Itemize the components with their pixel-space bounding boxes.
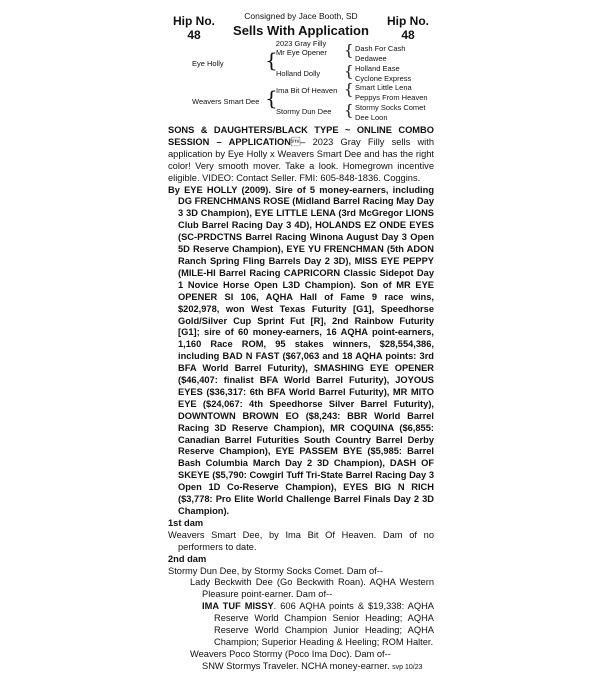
- second-dam-text: Stormy Dun Dee, by Stormy Socks Comet. Dam of--: [168, 565, 383, 576]
- sale-note: [168, 125, 434, 185]
- pedigree-sire-dam: Holland Dolly: [276, 69, 321, 78]
- consignor: Consigned by Jace Booth, SD: [244, 11, 358, 21]
- sire-text: (2009). Sire of 5 money-earners, including DG FRENCHMANS ROSE (Midland Barrel Racing May Day 3 3D Champion), EYE LITTLE LENA (3rd McGregor LIONS Club Barrel Racing Day 3 4D), HOLANDS EZ ONDE EYES (SC-PRDCTNS Barrel Racing Winona August Day 3 Open 5D Reserve Champion), EYE YU FRENCHMAN (5th ADON Ranch Spring Fling Barrels Day 2 3D), MISS EYE PEPPY (MILE-HI Barrel Racing CAPRICORN Classic Sidepot Day 1 Novice Horse Open L3D Champion). Son of MR EYE OPENER SI 106, AQHA Hall of Fame 9 race wins, $202,978, won West Texas Futurity [G1], Speedhorse Gold/Silver Cup Sprint Fut [R], 2nd Rainbow Futurity [G1]; sire of 60 money-earners, 16 AQHA point-earners, 1,160 Race ROM, 95 stakes winners, $28,554,386, including BAD N FAST ($67,063 and 18 AQHA points: 3rd BFA World Barrel Futurity), SMASHING EYE OPENER ($46,407: finalist BFA World Barrel Futurity), JOYOUS EYES ($36,317: 6th BFA World Barrel Futurity), MR MITO EYE ($24,067: 4th Speedhorse Silver Barrel Futurity), DOWNTOWN BROWN EO ($8,243: BBR World Barrel Racing 3D Reserve Champion), MR COQUINA ($6,855: Canadian Barrel Futurities South Country Barrel Derby Reserve Champion), EYE PASSEM BYE ($5,985: Barrel Bash Columbia March Day 2 3D Champion), DASH OF SKEYE ($5,790: Cowgirl Tuff Tri-State Barrel Racing Day 3 Open 1D Co-Reserve Champion), EYES BIG N RICH ($3,778: Pro Elite World Challenge Barrel Finals Day 2 3D Champion).: [178, 184, 434, 516]
- produce-item: [168, 661, 434, 674]
- catalog-body: [168, 125, 434, 674]
- pedigree-dam: Weavers Smart Dee: [192, 97, 260, 106]
- pedigree-sds: Holland Ease: [355, 64, 400, 73]
- pedigree-sire: Eye Holly: [192, 59, 224, 68]
- sire-info: [168, 185, 434, 518]
- pedigree-ssd: Dedawee: [355, 54, 387, 63]
- brace-icon: {: [265, 86, 278, 110]
- pedigree-dss: Smart Little Lena: [355, 83, 412, 92]
- hip-value: 48: [401, 28, 415, 42]
- produce-name: IMA TUF MISSY: [202, 601, 274, 612]
- brace-icon: {: [344, 101, 354, 119]
- pedigree-dam-dam: Stormy Dun Dee: [276, 107, 332, 116]
- brace-icon: {: [344, 80, 354, 98]
- produce-item: [168, 601, 434, 649]
- sale-note-heading: SONS & DAUGHTERS/BLACK TYPE ~ ONLINE COMBO SESSION – APPLICATION: [168, 125, 434, 147]
- hip-label: Hip No.: [173, 14, 215, 28]
- page-title: Sells With Application: [233, 23, 369, 38]
- sale-note-text: – 2023 Gray Filly sells with application by Eye Holly x Weavers Smart Dee and has the right color! Very smooth mover. Take a look. Homegrown incentive eligible. VIDEO: Contact Seller. FMI: 605-848-1836. Coggins.: [168, 136, 434, 183]
- catalog-page: [168, 8, 434, 671]
- pedigree-sdd: Cyclone Express: [355, 74, 412, 83]
- second-dam-heading: 2nd dam: [168, 553, 207, 564]
- brace-icon: {: [265, 48, 278, 72]
- brace-icon: {: [344, 62, 354, 80]
- produce-rest: . 606 AQHA points & $19,338: AQHA Reserve World Champion Senior Heading; AQHA Reserve World Champion Junior Heading; AQHA Champion; Superior Heading & Heeling; ROM Halter.: [214, 601, 434, 647]
- pedigree-ddd: Dee Loon: [355, 113, 388, 122]
- sire-lead: By EYE HOLLY: [168, 184, 238, 195]
- pedigree-sss: Dash For Cash: [355, 44, 406, 53]
- hip-value: 48: [187, 28, 201, 42]
- produce-text: SNW Stormys Traveler. NCHA money-earner.: [202, 660, 390, 671]
- pedigree-sire-sire: Mr Eye Opener: [276, 48, 327, 57]
- first-dam-text: Weavers Smart Dee, by Ima Bit Of Heaven. Dam of no performers to date.: [168, 529, 434, 552]
- horse-description: 2023 Gray Filly: [275, 39, 327, 48]
- first-dam-heading: 1st dam: [168, 517, 204, 528]
- produce-item: Lady Beckwith Dee (Go Beckwith Roan). AQHA Western Pleasure point-earner. Dam of--: [190, 577, 434, 600]
- svp-note: svp 10/23: [392, 663, 423, 671]
- pedigree-dds: Stormy Socks Comet: [355, 103, 426, 112]
- pedigree-dsd: Peppys From Heaven: [355, 93, 428, 102]
- produce-item: Weavers Poco Stormy (Poco Ima Doc). Dam of--: [190, 648, 391, 659]
- brace-icon: {: [344, 41, 354, 59]
- hip-label: Hip No.: [387, 14, 429, 28]
- pedigree-dam-sire: Ima Bit Of Heaven: [276, 86, 338, 95]
